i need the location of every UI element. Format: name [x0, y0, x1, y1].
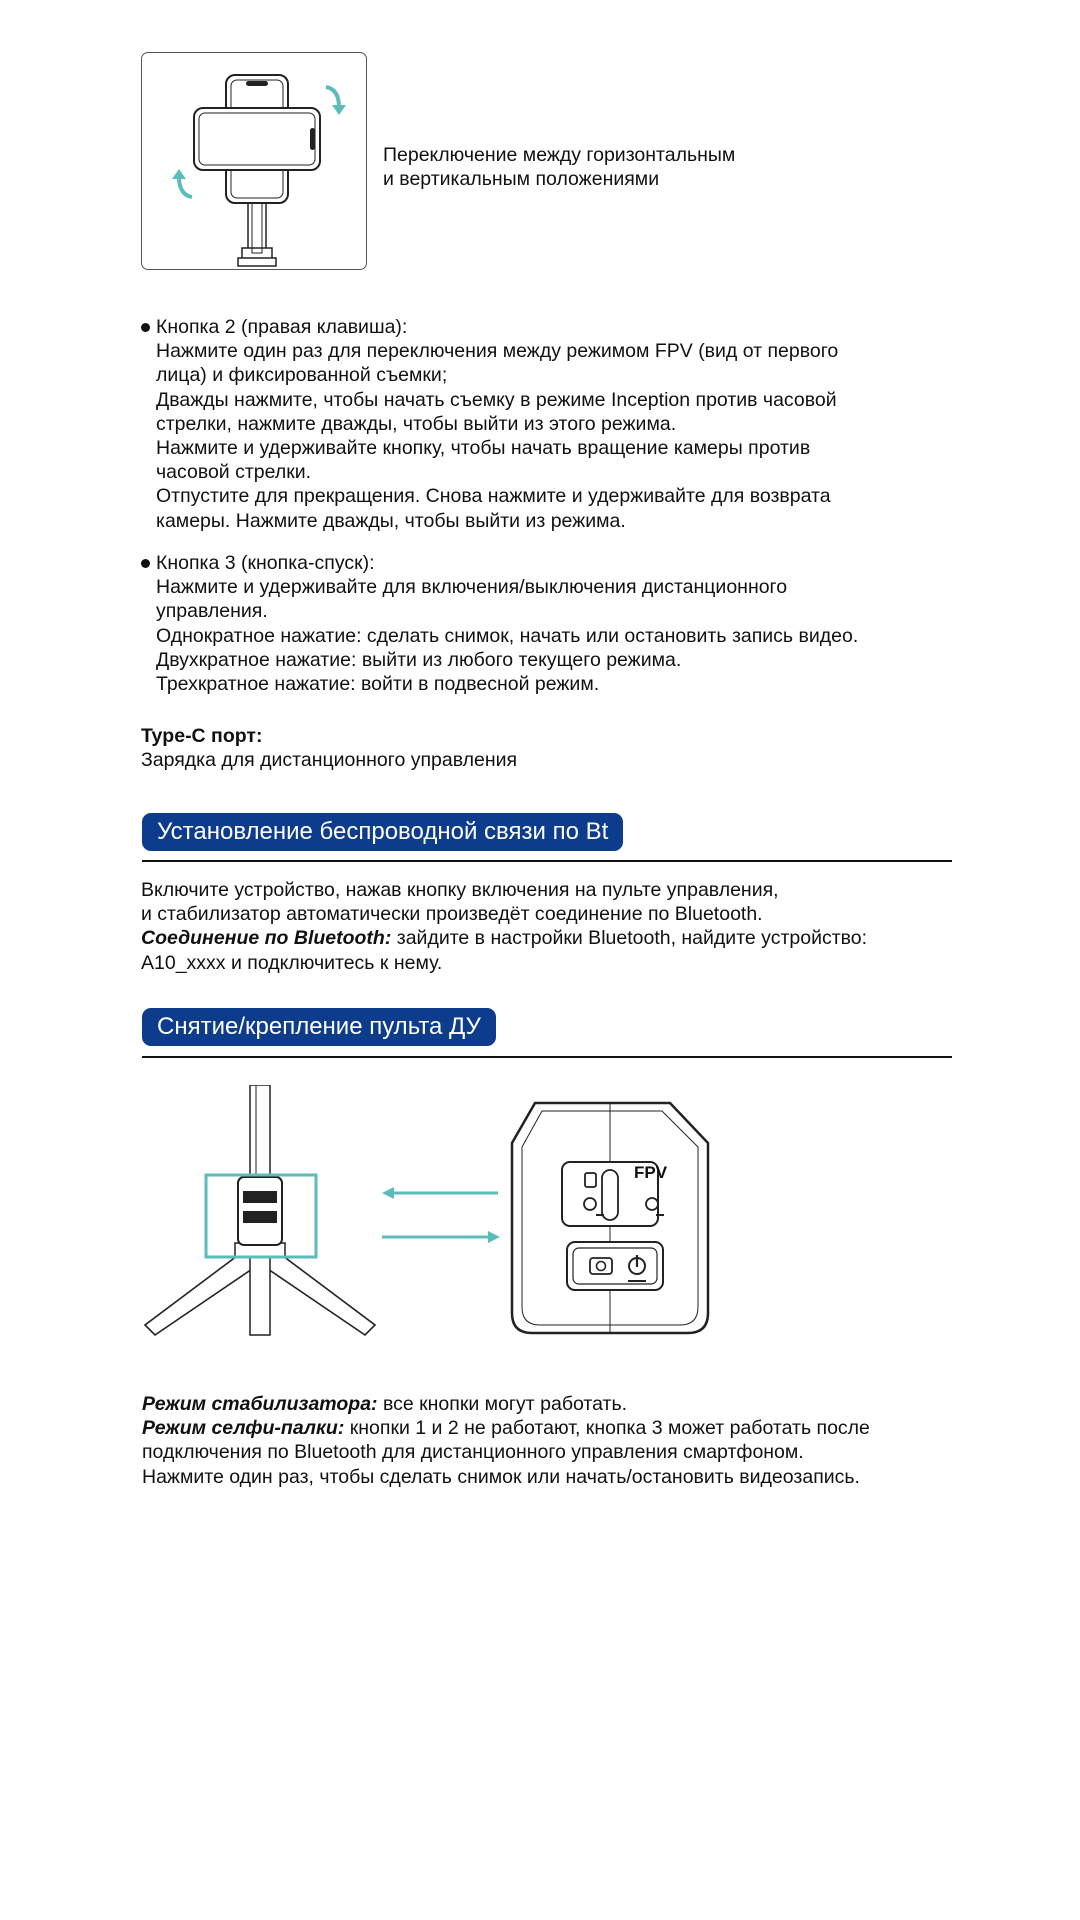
button2-line: стрелки, нажмите дважды, чтобы выйти из этого режима.	[156, 412, 677, 435]
button2-bullet	[141, 315, 941, 533]
orientation-illustration	[141, 52, 367, 270]
bt-connection-text: зайдите в настройки Bluetooth, найдите устройство:	[391, 927, 868, 950]
typec-title: Type-C порт:	[141, 725, 263, 747]
selfie-mode-label: Режим селфи-палки:	[142, 1417, 345, 1440]
button2-line: камеры. Нажмите дважды, чтобы выйти из режима.	[156, 509, 626, 532]
orientation-caption	[383, 143, 735, 191]
phone-rotation-icon	[142, 53, 367, 270]
orientation-caption-line: и вертикальным положениями	[383, 168, 660, 191]
button2-line: Нажмите и удерживайте кнопку, чтобы начать вращение камеры против	[156, 437, 811, 460]
bt-line: A10_xxxx и подключитесь к нему.	[141, 951, 443, 974]
bt-connection-label: Соединение по Bluetooth:	[141, 927, 392, 950]
stabilizer-mode-label: Режим стабилизатора:	[142, 1393, 378, 1415]
button3-bullet	[141, 551, 941, 696]
button3-line: Нажмите и удерживайте для включения/выключения дистанционного	[156, 576, 788, 599]
button3-title: Кнопка 3 (кнопка-спуск):	[156, 552, 375, 574]
remote-section-heading: Снятие/крепление пульта ДУ	[142, 1008, 496, 1046]
button2-line: Нажмите один раз для переключения между режимом FPV (вид от первого	[156, 340, 839, 363]
remote-section-divider	[142, 1056, 952, 1058]
bt-section-divider	[142, 860, 952, 862]
stabilizer-mode-text: все кнопки могут работать.	[377, 1393, 628, 1415]
button2-line: Дважды нажмите, чтобы начать съемку в режиме Inception против часовой	[156, 388, 837, 411]
bt-section-heading: Установление беспроводной связи по Bt	[142, 813, 623, 851]
button2-line: Отпустите для прекращения. Снова нажмите и удерживайте для возврата	[156, 485, 831, 508]
typec-block	[141, 724, 517, 772]
button3-line: Трехкратное нажатие: войти в подвесной режим.	[156, 673, 600, 696]
bt-line: и стабилизатор автоматически произведёт соединение по Bluetooth.	[141, 903, 763, 926]
tripod-remote-icon	[140, 1085, 720, 1345]
button2-title: Кнопка 2 (правая клавиша):	[156, 316, 408, 338]
remote-illustration	[140, 1085, 720, 1345]
button2-line: часовой стрелки.	[156, 461, 312, 484]
typec-text: Зарядка для дистанционного управления	[141, 749, 518, 772]
button3-line: Двухкратное нажатие: выйти из любого текущего режима.	[156, 648, 682, 671]
remote-section-text	[142, 1392, 870, 1489]
bullet-dot	[141, 323, 150, 332]
selfie-mode-text: кнопки 1 и 2 не работают, кнопка 3 может работать после	[344, 1417, 870, 1440]
orientation-caption-line: Переключение между горизонтальным	[383, 144, 736, 166]
remote-fpv-label: FPV	[634, 1163, 668, 1182]
remote-line: Нажмите один раз, чтобы сделать снимок или начать/остановить видеозапись.	[142, 1465, 860, 1488]
remote-line: подключения по Bluetooth для дистанционного управления смартфоном.	[142, 1441, 804, 1464]
bt-section-text	[141, 878, 867, 975]
button2-line: лица) и фиксированной съемки;	[156, 364, 448, 387]
bt-line: Включите устройство, нажав кнопку включения на пульте управления,	[141, 879, 779, 901]
button3-line: управления.	[156, 600, 268, 623]
button3-line: Однократное нажатие: сделать снимок, начать или остановить запись видео.	[156, 624, 859, 647]
bullet-dot	[141, 559, 150, 568]
